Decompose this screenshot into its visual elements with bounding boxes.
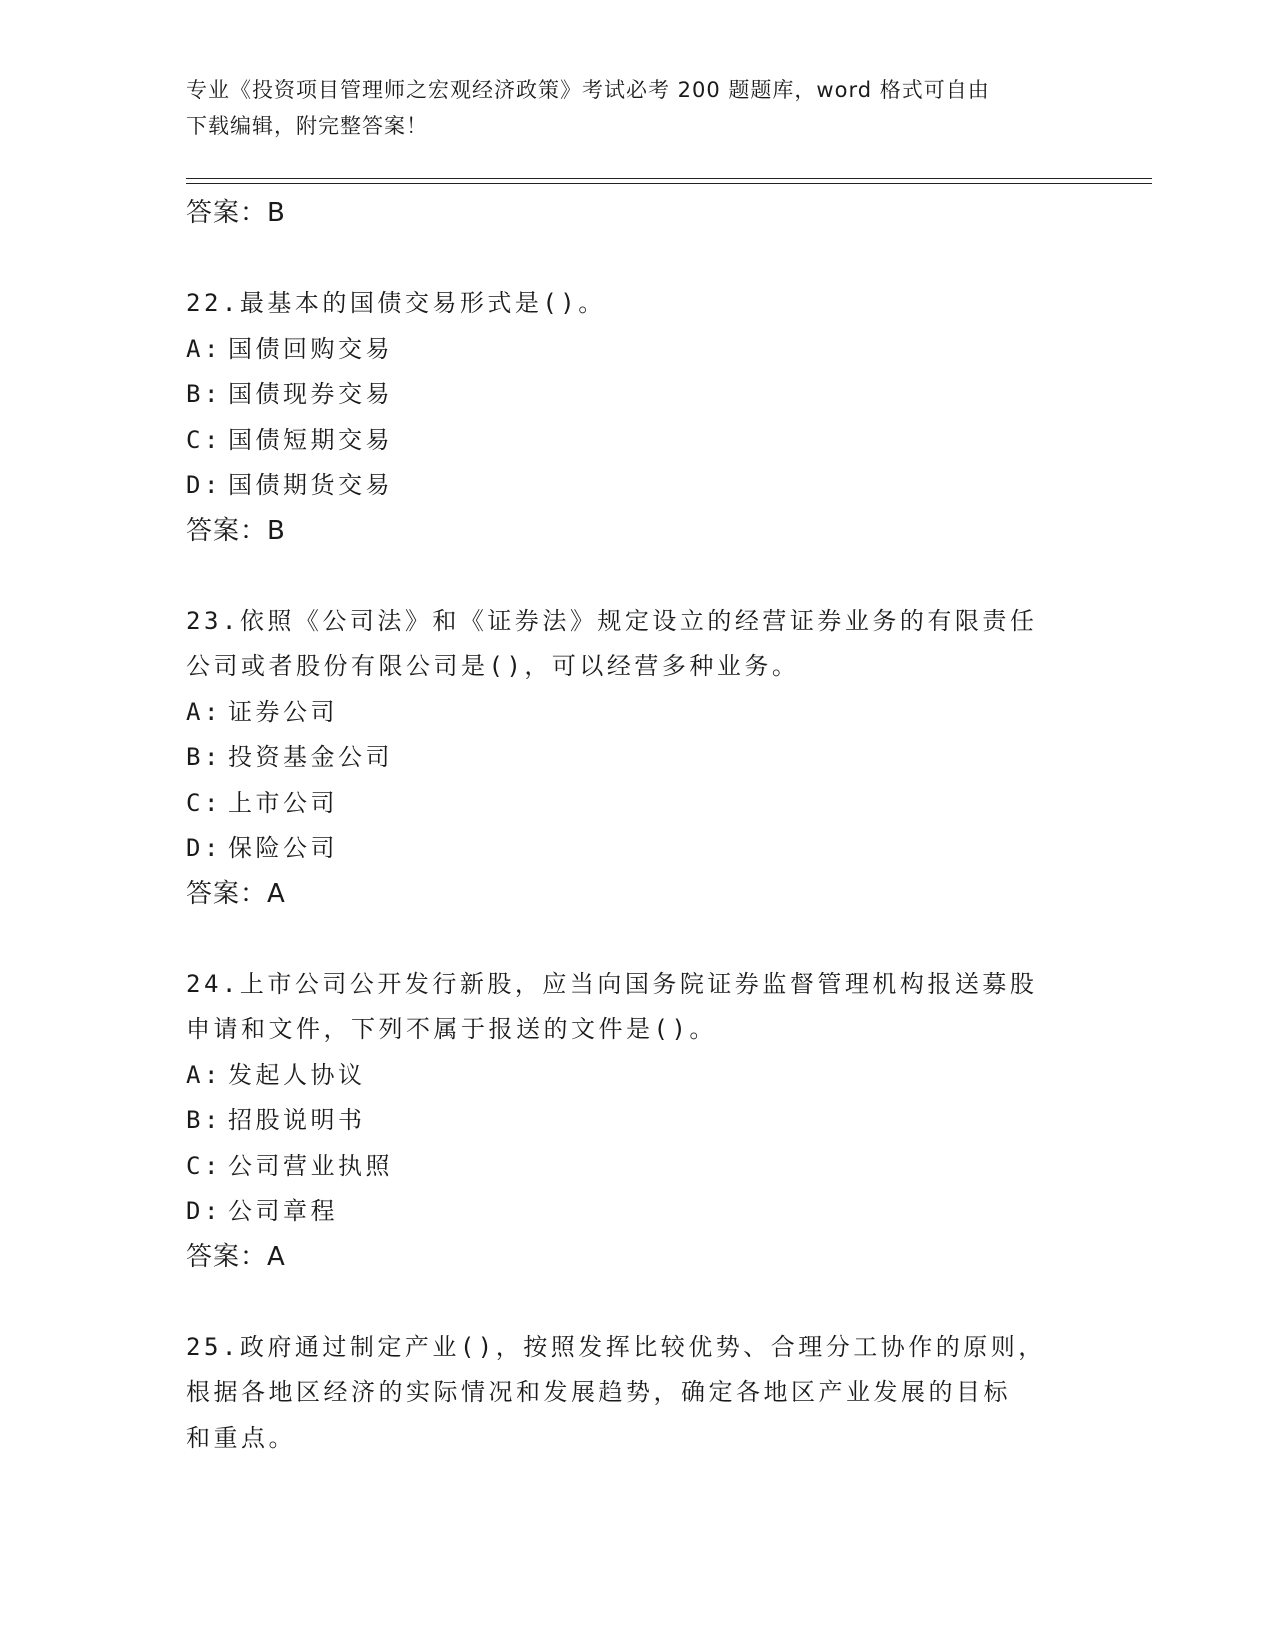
option-text: 上市公司 bbox=[228, 788, 338, 817]
option-row bbox=[186, 1098, 1086, 1144]
question-stem-line: 23.依照《公司法》和《证券法》规定设立的经营证券业务的有限责任 bbox=[186, 606, 1038, 635]
option-key: A: bbox=[186, 334, 222, 363]
option-key: C: bbox=[186, 425, 222, 454]
option-key: B: bbox=[186, 380, 222, 408]
option-text: 投资基金公司 bbox=[228, 743, 393, 771]
option-text: 国债短期交易 bbox=[228, 425, 393, 454]
option-key: D: bbox=[186, 1197, 222, 1225]
header-divider-top bbox=[186, 178, 1152, 179]
question-block bbox=[186, 281, 1086, 553]
option-text: 公司章程 bbox=[228, 1197, 338, 1225]
option-text: 发起人协议 bbox=[228, 1060, 366, 1089]
answer-line: 答案：A bbox=[186, 878, 286, 909]
option-text: 证券公司 bbox=[228, 697, 338, 726]
option-text: 保险公司 bbox=[228, 834, 338, 862]
option-row bbox=[186, 1144, 1086, 1190]
option-row bbox=[186, 1053, 1086, 1099]
question-stem-line: 24.上市公司公开发行新股，应当向国务院证券监督管理机构报送募股 bbox=[186, 969, 1038, 998]
option-key: A: bbox=[186, 1060, 222, 1089]
header-line-2: 下载编辑，附完整答案！ bbox=[186, 114, 428, 138]
option-key: A: bbox=[186, 697, 222, 726]
option-text: 国债期货交易 bbox=[228, 471, 393, 499]
questions-container bbox=[186, 281, 1086, 1461]
option-text: 招股说明书 bbox=[228, 1106, 366, 1134]
option-text: 公司营业执照 bbox=[228, 1151, 393, 1180]
question-block bbox=[186, 599, 1086, 916]
option-row bbox=[186, 1189, 1086, 1235]
option-key: B: bbox=[186, 743, 222, 771]
option-text: 国债回购交易 bbox=[228, 334, 393, 363]
option-key: D: bbox=[186, 834, 222, 862]
option-row bbox=[186, 690, 1086, 736]
answer-line: 答案：B bbox=[186, 198, 286, 228]
option-key: C: bbox=[186, 788, 222, 817]
question-block bbox=[186, 962, 1086, 1279]
option-row bbox=[186, 418, 1086, 464]
header-line-1: 专业《投资项目管理师之宏观经济政策》考试必考 200 题题库，word 格式可自由 bbox=[186, 78, 990, 102]
option-row bbox=[186, 463, 1086, 509]
question-stem-line: 22.最基本的国债交易形式是()。 bbox=[186, 289, 606, 317]
question-stem-line: 25.政府通过制定产业()，按照发挥比较优势、合理分工协作的原则， bbox=[186, 1332, 1046, 1361]
option-row bbox=[186, 826, 1086, 872]
question-stem-line: 公司或者股份有限公司是()，可以经营多种业务。 bbox=[186, 652, 800, 680]
option-row bbox=[186, 327, 1086, 373]
answer-line: 答案：B bbox=[186, 515, 286, 546]
option-key: D: bbox=[186, 471, 222, 499]
option-key: B: bbox=[186, 1106, 222, 1134]
option-row bbox=[186, 735, 1086, 781]
document-header bbox=[186, 72, 1086, 144]
option-text: 国债现券交易 bbox=[228, 380, 393, 408]
question-stem-line: 申请和文件，下列不属于报送的文件是()。 bbox=[186, 1015, 717, 1043]
question-stem-line: 和重点。 bbox=[186, 1423, 296, 1452]
question-list bbox=[186, 191, 1086, 1461]
header-divider-bottom bbox=[186, 183, 1152, 184]
option-row bbox=[186, 781, 1086, 827]
question-block bbox=[186, 1325, 1086, 1462]
option-row bbox=[186, 372, 1086, 418]
option-key: C: bbox=[186, 1151, 222, 1180]
answer-line: 答案：A bbox=[186, 1241, 286, 1272]
question-stem-line: 根据各地区经济的实际情况和发展趋势，确定各地区产业发展的目标 bbox=[186, 1378, 1011, 1406]
